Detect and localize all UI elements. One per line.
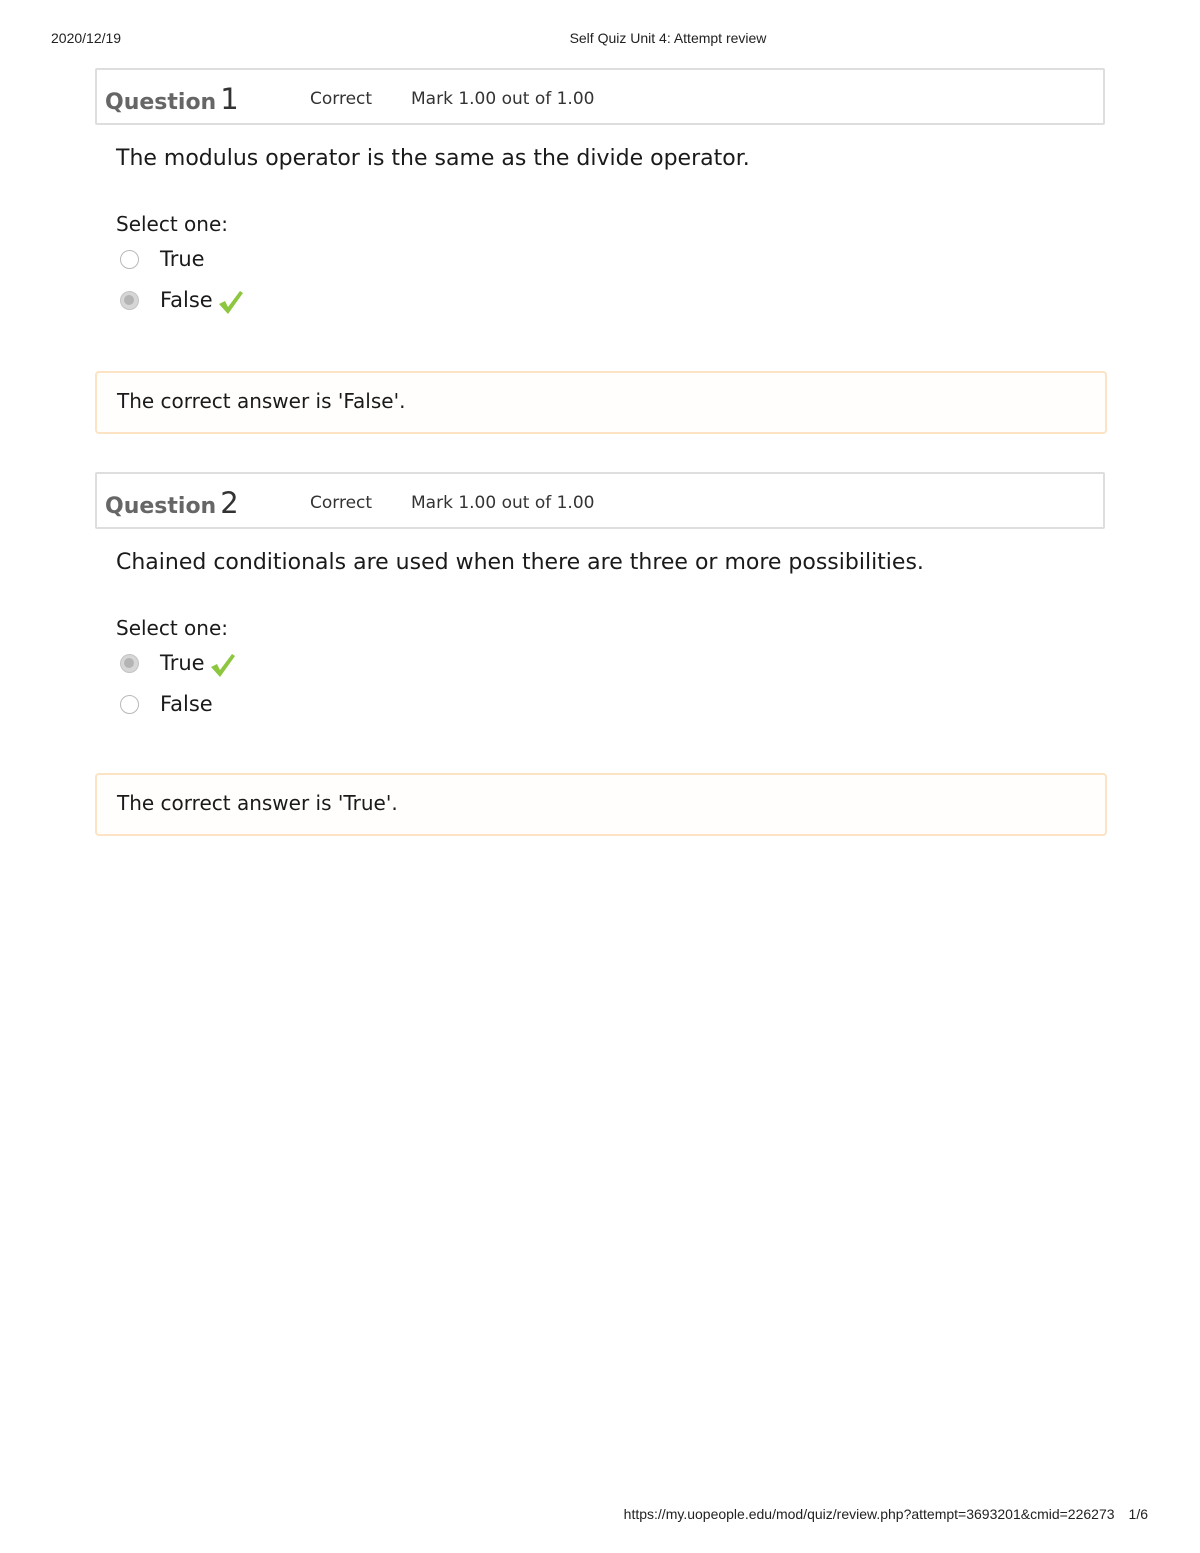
question-1-prompt: Select one:	[116, 212, 229, 236]
question-2-feedback	[95, 773, 1107, 836]
feedback-text: The correct answer is 'False'.	[117, 389, 406, 413]
question-2-label: Question 2	[105, 486, 239, 520]
question-1-option-true[interactable]	[120, 244, 205, 274]
question-2-prompt: Select one:	[116, 616, 229, 640]
question-2-text: Chained conditionals are used when there are three or more possibilities.	[116, 550, 924, 575]
question-2-number: 2	[220, 486, 239, 520]
correct-check-icon	[216, 288, 244, 316]
option-label: False	[160, 288, 213, 312]
question-2-state: Correct	[310, 493, 373, 513]
page-number: 1/6	[1128, 1506, 1148, 1522]
question-1-option-false[interactable]	[120, 285, 244, 315]
print-date: 2020/12/19	[51, 30, 122, 46]
radio-button[interactable]	[120, 250, 139, 269]
radio-button[interactable]	[120, 695, 139, 714]
print-url: https://my.uopeople.edu/mod/quiz/review.php?attempt=3693201&cmid=226273	[623, 1506, 1115, 1522]
question-2-grade: Mark 1.00 out of 1.00	[411, 493, 595, 513]
question-2-option-true[interactable]	[120, 648, 236, 678]
print-footer	[624, 1506, 1148, 1522]
question-2-info	[95, 472, 1105, 529]
radio-button-selected[interactable]	[120, 654, 139, 673]
question-1-number: 1	[220, 82, 239, 116]
question-1-label: Question 1	[105, 82, 239, 116]
question-1-text: The modulus operator is the same as the divide operator.	[116, 146, 750, 171]
feedback-text: The correct answer is 'True'.	[117, 791, 398, 815]
option-label: False	[160, 692, 213, 716]
question-1-feedback	[95, 371, 1107, 434]
question-2-option-false[interactable]	[120, 689, 213, 719]
option-label: True	[160, 651, 205, 675]
radio-button-selected[interactable]	[120, 291, 139, 310]
question-1-grade: Mark 1.00 out of 1.00	[411, 89, 595, 109]
question-1-state: Correct	[310, 89, 373, 109]
correct-check-icon	[208, 651, 236, 679]
option-label: True	[160, 247, 205, 271]
print-title: Self Quiz Unit 4: Attempt review	[569, 30, 767, 46]
question-1-info	[95, 68, 1105, 125]
